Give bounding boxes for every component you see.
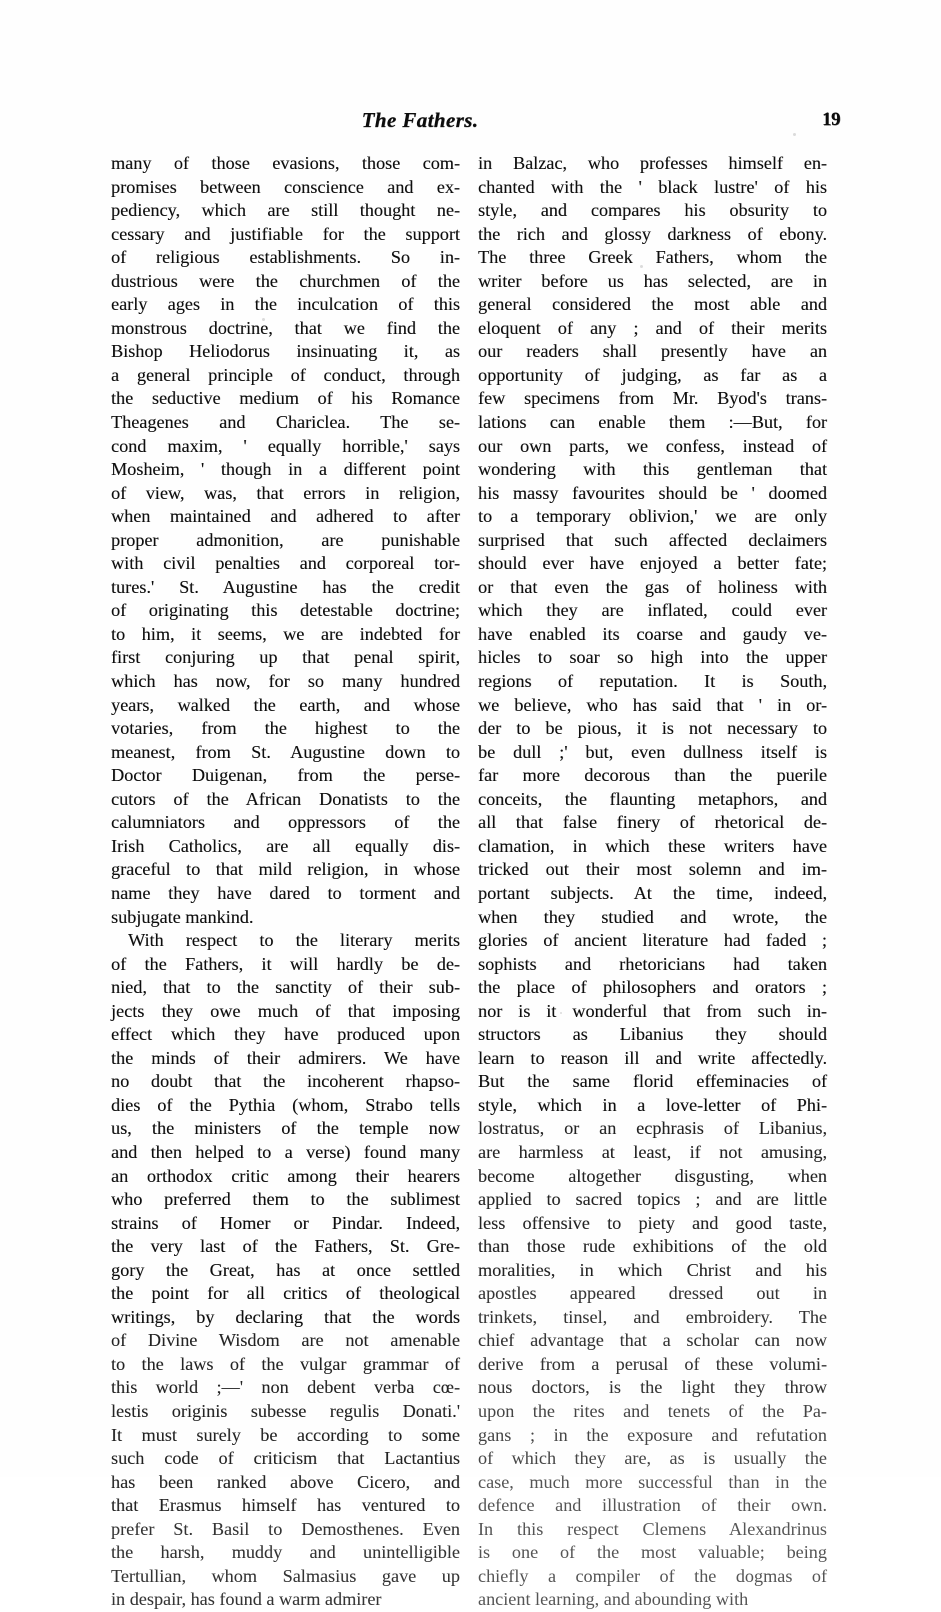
text-line-content: ancient learning, and abounding with	[478, 1589, 749, 1610]
text-line	[478, 529, 827, 553]
paper-speck	[560, 1012, 562, 1014]
text-line-content: Doctor Duigenan, from the perse-	[111, 765, 460, 786]
text-line	[111, 1259, 460, 1283]
text-line	[111, 1141, 460, 1165]
text-line	[111, 435, 460, 459]
text-line-content: apostles appeared dressed out in	[478, 1283, 827, 1304]
text-line-content: clamation, in which these writers have	[478, 835, 827, 856]
running-head	[110, 108, 840, 142]
text-line	[478, 1353, 827, 1377]
text-line	[478, 1141, 827, 1165]
text-line-content: less offensive to piety and good taste,	[478, 1212, 827, 1233]
text-line	[111, 1329, 460, 1353]
text-line-content: applied to sacred topics ; and are little	[478, 1189, 827, 1210]
text-line-content: proper admonition, are punishable	[111, 529, 460, 550]
text-line	[111, 1023, 460, 1047]
text-line	[478, 764, 827, 788]
text-line	[111, 694, 460, 718]
text-line	[478, 1329, 827, 1353]
text-line-content: general considered the most able and	[478, 294, 827, 315]
text-line	[478, 1165, 827, 1189]
text-line	[111, 1400, 460, 1424]
text-line-content: the very last of the Fathers, St. Gre-	[111, 1236, 460, 1257]
text-line-content: nor is it wonderful that from such in-	[478, 1000, 827, 1021]
text-line	[478, 1000, 827, 1024]
text-line-content: have enabled its coarse and gaudy ve-	[478, 623, 827, 644]
text-line	[478, 1023, 827, 1047]
text-line	[111, 1565, 460, 1589]
text-line	[478, 670, 827, 694]
text-line	[111, 764, 460, 788]
text-line	[478, 1588, 827, 1612]
text-line-content: far more decorous than the puerile	[478, 765, 827, 786]
text-line-content: all that false finery of rhetorical de-	[478, 812, 827, 833]
text-line-content: style, and compares his obsurity to	[478, 200, 827, 221]
text-line	[478, 223, 827, 247]
text-line	[478, 1400, 827, 1424]
text-line	[478, 929, 827, 953]
text-line-content: become altogether disgusting, when	[478, 1165, 827, 1186]
text-line	[111, 929, 460, 953]
text-line-content: no doubt that the incoherent rhapso-	[111, 1071, 460, 1092]
text-line	[478, 435, 827, 459]
text-line-content: chief advantage that a scholar can now	[478, 1330, 827, 1351]
text-line	[478, 1188, 827, 1212]
text-line	[111, 1212, 460, 1236]
text-line-content: the rich and glossy darkness of ebony.	[478, 223, 827, 244]
text-line-content: his massy favourites should be ' doomed	[478, 482, 827, 503]
text-line-content: It must surely be according to some	[111, 1424, 460, 1445]
text-line	[478, 505, 827, 529]
text-line-content: our own parts, we confess, instead of	[478, 435, 827, 456]
text-line-content: defence and illustration of their own.	[478, 1495, 827, 1516]
text-line	[478, 317, 827, 341]
text-line	[478, 387, 827, 411]
text-line-content: glories of ancient literature had faded ;	[478, 930, 827, 951]
text-line	[111, 387, 460, 411]
text-line-content: has been ranked above Cicero, and	[111, 1471, 460, 1492]
text-line	[478, 293, 827, 317]
text-line	[111, 953, 460, 977]
text-line	[478, 623, 827, 647]
text-line	[478, 1518, 827, 1542]
text-line	[111, 599, 460, 623]
text-line-content: than those rude exhibitions of the old	[478, 1236, 827, 1257]
text-line	[478, 176, 827, 200]
page-number: 19	[822, 109, 840, 130]
text-line-content: with civil penalties and corporeal tor-	[111, 553, 460, 574]
text-line	[478, 1471, 827, 1495]
text-line-content: The three Greek Fathers, whom the	[478, 247, 827, 268]
text-line-content: surprised that such affected declaimers	[478, 529, 827, 550]
text-line-content: wondering with this gentleman that	[478, 459, 827, 480]
text-line	[478, 906, 827, 930]
text-line	[478, 858, 827, 882]
text-line	[478, 1447, 827, 1471]
text-line	[111, 858, 460, 882]
text-line-content: learn to reason ill and write affectedly.	[478, 1047, 827, 1068]
text-line	[478, 270, 827, 294]
text-line	[111, 646, 460, 670]
text-line-content: the point for all critics of theological	[111, 1283, 460, 1304]
text-line	[111, 835, 460, 859]
text-line	[111, 741, 460, 765]
text-line-content: chanted with the ' black lustre' of his	[478, 176, 827, 197]
text-line	[478, 364, 827, 388]
text-line-content: are harmless at least, if not amusing,	[478, 1141, 827, 1162]
text-line-content: lostratus, or an ecphrasis of Libanius,	[478, 1118, 827, 1139]
text-line-content: jects they owe much of that imposing	[111, 1000, 460, 1021]
text-line	[111, 152, 460, 176]
text-line-content: gory the Great, has at once settled	[111, 1259, 460, 1280]
text-line-content: that Erasmus himself has ventured to	[111, 1495, 460, 1516]
text-line-content: the minds of their admirers. We have	[111, 1047, 460, 1068]
text-line-content: which has now, for so many hundred	[111, 671, 460, 692]
text-line	[478, 1235, 827, 1259]
text-line	[111, 1588, 460, 1612]
text-line-content: of which they are, as is usually the	[478, 1448, 827, 1469]
text-line	[111, 1282, 460, 1306]
text-line-content: gans ; in the exposure and refutation	[478, 1424, 827, 1445]
text-line	[111, 1094, 460, 1118]
text-line-content: style, which in a love-letter of Phi-	[478, 1094, 827, 1115]
text-line	[111, 623, 460, 647]
text-line	[478, 411, 827, 435]
page-title: The Fathers.	[361, 108, 479, 132]
text-line-content: few specimens from Mr. Byod's trans-	[478, 388, 827, 409]
text-line-content: effect which they have produced upon	[111, 1024, 460, 1045]
text-line	[111, 670, 460, 694]
text-line-content: tures.' St. Augustine has the credit	[111, 576, 460, 597]
text-line-content: writings, by declaring that the words	[111, 1306, 460, 1327]
paper-speck	[793, 133, 796, 136]
text-line	[111, 882, 460, 906]
text-line-content: moralities, in which Christ and his	[478, 1259, 827, 1280]
text-line	[478, 1094, 827, 1118]
text-line	[111, 1494, 460, 1518]
text-line	[478, 835, 827, 859]
text-line-content: name they have dared to torment and	[111, 882, 460, 903]
text-line	[478, 340, 827, 364]
text-line-content: opportunity of judging, as far as a	[478, 364, 827, 385]
text-line-content: of the Fathers, it will hardly be de-	[111, 953, 460, 974]
text-line	[111, 340, 460, 364]
text-line-content: der to be pious, it is not necessary to	[478, 718, 827, 739]
text-line	[478, 1376, 827, 1400]
text-line-content: of religious establishments. So in-	[111, 247, 460, 268]
text-line-content: tricked out their most solemn and im-	[478, 859, 827, 880]
text-line	[111, 1306, 460, 1330]
text-line	[478, 152, 827, 176]
text-line-content: us, the ministers of the temple now	[111, 1118, 460, 1139]
text-line	[111, 1376, 460, 1400]
paper-speck	[640, 265, 643, 268]
text-line	[478, 717, 827, 741]
text-line	[478, 199, 827, 223]
text-line-content: structors as Libanius they should	[478, 1024, 827, 1045]
text-line	[478, 482, 827, 506]
text-line	[478, 1565, 827, 1589]
text-line	[478, 1282, 827, 1306]
text-line	[111, 1188, 460, 1212]
text-line-content: a general principle of conduct, through	[111, 364, 460, 385]
text-line-content: subjugate mankind.	[111, 906, 254, 927]
text-line-content: Mosheim, ' though in a different point	[111, 459, 460, 480]
text-line	[111, 1070, 460, 1094]
text-line-content: sophists and rhetoricians had taken	[478, 953, 827, 974]
text-line-content: upon the rites and tenets of the Pa-	[478, 1400, 827, 1421]
text-line	[478, 1259, 827, 1283]
text-line-content: should ever have enjoyed a better fate;	[478, 553, 827, 574]
text-line-content: calumniators and oppressors of the	[111, 812, 460, 833]
text-line	[478, 1494, 827, 1518]
text-line	[478, 1070, 827, 1094]
text-line	[111, 1235, 460, 1259]
text-line	[478, 788, 827, 812]
text-line	[111, 1447, 460, 1471]
text-line	[111, 788, 460, 812]
text-line	[478, 1117, 827, 1141]
text-line-content: chiefly a compiler of the dogmas of	[478, 1565, 827, 1586]
text-line	[478, 576, 827, 600]
text-line-content: and then helped to a verse) found many	[111, 1141, 460, 1162]
text-line	[478, 694, 827, 718]
text-line	[111, 1000, 460, 1024]
text-line	[111, 1165, 460, 1189]
text-line	[478, 599, 827, 623]
text-line-content: cutors of the African Donatists to the	[111, 788, 460, 809]
text-line-content: dustrious were the churchmen of the	[111, 270, 460, 291]
text-line-content: graceful to that mild religion, in whose	[111, 859, 460, 880]
text-line-content: Theagenes and Chariclea. The se-	[111, 412, 460, 433]
text-line	[111, 1541, 460, 1565]
text-line-content: in despair, has found a warm admirer	[111, 1589, 382, 1610]
paper-speck	[186, 797, 188, 799]
text-line-content: the harsh, muddy and unintelligible	[111, 1542, 460, 1563]
text-line-content: of Divine Wisdom are not amenable	[111, 1330, 460, 1351]
text-line	[478, 1424, 827, 1448]
text-line-content: prefer St. Basil to Demosthenes. Even	[111, 1518, 460, 1539]
text-line	[111, 317, 460, 341]
text-line	[111, 529, 460, 553]
text-line-content: nous doctors, is the light they throw	[478, 1377, 827, 1398]
text-line	[111, 906, 460, 930]
text-line-content: an orthodox critic among their hearers	[111, 1165, 460, 1186]
text-line-content: monstrous doctrine, that we find the	[111, 317, 460, 338]
text-line-content: case, much more successful than in the	[478, 1471, 827, 1492]
text-line	[478, 1541, 827, 1565]
text-line	[478, 1047, 827, 1071]
text-line-content: the seductive medium of his Romance	[111, 388, 460, 409]
text-line-content: regions of reputation. It is South,	[478, 671, 827, 692]
text-line-content: of originating this detestable doctrine;	[111, 600, 460, 621]
text-line-content: promises between conscience and ex-	[111, 176, 460, 197]
text-line-content: conceits, the flaunting metaphors, and	[478, 788, 827, 809]
text-column-right	[478, 152, 827, 1612]
text-line-content: meanest, from St. Augustine down to	[111, 741, 460, 762]
text-line-content: nied, that to the sanctity of their sub-	[111, 977, 460, 998]
text-line	[111, 811, 460, 835]
text-line	[478, 741, 827, 765]
text-line	[111, 270, 460, 294]
text-line-content: who preferred them to the sublimest	[111, 1189, 460, 1210]
text-line	[478, 1306, 827, 1330]
text-line-content: or that even the gas of holiness with	[478, 576, 827, 597]
text-line-content: Irish Catholics, are all equally dis-	[111, 835, 460, 856]
text-line-content: is one of the most valuable; being	[478, 1542, 827, 1563]
text-line-content: lations can enable them :—But, for	[478, 412, 827, 433]
text-line-content: to the laws of the vulgar grammar of	[111, 1353, 460, 1374]
text-line	[111, 176, 460, 200]
text-line-content: this world ;—' non debent verba cœ-	[111, 1377, 460, 1398]
text-line-content: eloquent of any ; and of their merits	[478, 317, 827, 338]
text-line-content: But the same florid effeminacies of	[478, 1071, 827, 1092]
text-line-content: lestis originis subesse regulis Donati.'	[111, 1400, 460, 1421]
text-line	[478, 882, 827, 906]
text-line-content: our readers shall presently have an	[478, 341, 827, 362]
text-line-content: votaries, from the highest to the	[111, 718, 460, 739]
text-line-content: trinkets, tinsel, and embroidery. The	[478, 1306, 827, 1327]
text-line-content: first conjuring up that penal spirit,	[111, 647, 460, 668]
text-line	[478, 811, 827, 835]
text-line-content: in Balzac, who professes himself en-	[478, 153, 827, 173]
text-line	[111, 976, 460, 1000]
text-line-content: derive from a perusal of these volumi-	[478, 1353, 827, 1374]
text-line-content: With respect to the literary merits	[128, 930, 460, 951]
text-line-content: which they are inflated, could ever	[478, 600, 827, 621]
text-line-content: Bishop Heliodorus insinuating it, as	[111, 341, 460, 362]
text-line	[111, 552, 460, 576]
text-line-content: years, walked the earth, and whose	[111, 694, 460, 715]
text-line-content: the place of philosophers and orators ;	[478, 977, 827, 998]
text-line-content: many of those evasions, those com-	[111, 153, 460, 173]
text-line	[111, 364, 460, 388]
text-line-content: Tertullian, whom Salmasius gave up	[111, 1565, 460, 1586]
text-line-content: writer before us has selected, are in	[478, 270, 827, 291]
text-line	[478, 552, 827, 576]
text-line	[478, 953, 827, 977]
text-line	[478, 458, 827, 482]
text-line-content: cond maxim, ' equally horrible,' says	[111, 435, 460, 456]
text-line-content: to a temporary oblivion,' we are only	[478, 506, 827, 527]
text-line	[111, 223, 460, 247]
text-line	[111, 1047, 460, 1071]
text-line-content: cessary and justifiable for the support	[111, 223, 460, 244]
text-line-content: to him, it seems, we are indebted for	[111, 623, 460, 644]
text-line-content: when they studied and wrote, the	[478, 906, 827, 927]
text-line-content: early ages in the inculcation of this	[111, 294, 460, 315]
paper-speck	[262, 318, 265, 321]
text-line	[111, 1353, 460, 1377]
text-line-content: we believe, who has said that ' in or-	[478, 694, 827, 715]
text-line-content: be dull ;' but, even dullness itself is	[478, 741, 827, 762]
text-line	[111, 199, 460, 223]
text-line-content: portant subjects. At the time, indeed,	[478, 882, 827, 903]
text-line	[111, 1424, 460, 1448]
text-line-content: dies of the Pythia (whom, Strabo tells	[111, 1094, 460, 1115]
text-line	[478, 1212, 827, 1236]
text-line	[111, 1117, 460, 1141]
text-line-content: hicles to soar so high into the upper	[478, 647, 827, 668]
text-line	[478, 976, 827, 1000]
text-line	[111, 576, 460, 600]
text-line-content: when maintained and adhered to after	[111, 506, 460, 527]
text-line-content: pediency, which are still thought ne-	[111, 200, 460, 221]
text-line	[478, 246, 827, 270]
text-line	[111, 482, 460, 506]
text-column-left	[111, 152, 460, 1612]
text-line	[111, 411, 460, 435]
text-line	[111, 246, 460, 270]
text-line	[111, 717, 460, 741]
text-line	[111, 505, 460, 529]
text-line	[111, 458, 460, 482]
text-line-content: of view, was, that errors in religion,	[111, 482, 460, 503]
text-line	[111, 1518, 460, 1542]
text-line-content: such code of criticism that Lactantius	[111, 1448, 460, 1469]
text-line	[111, 1471, 460, 1495]
text-line	[111, 293, 460, 317]
text-line-content: In this respect Clemens Alexandrinus	[478, 1518, 827, 1539]
text-line-content: strains of Homer or Pindar. Indeed,	[111, 1212, 460, 1233]
text-line	[478, 646, 827, 670]
